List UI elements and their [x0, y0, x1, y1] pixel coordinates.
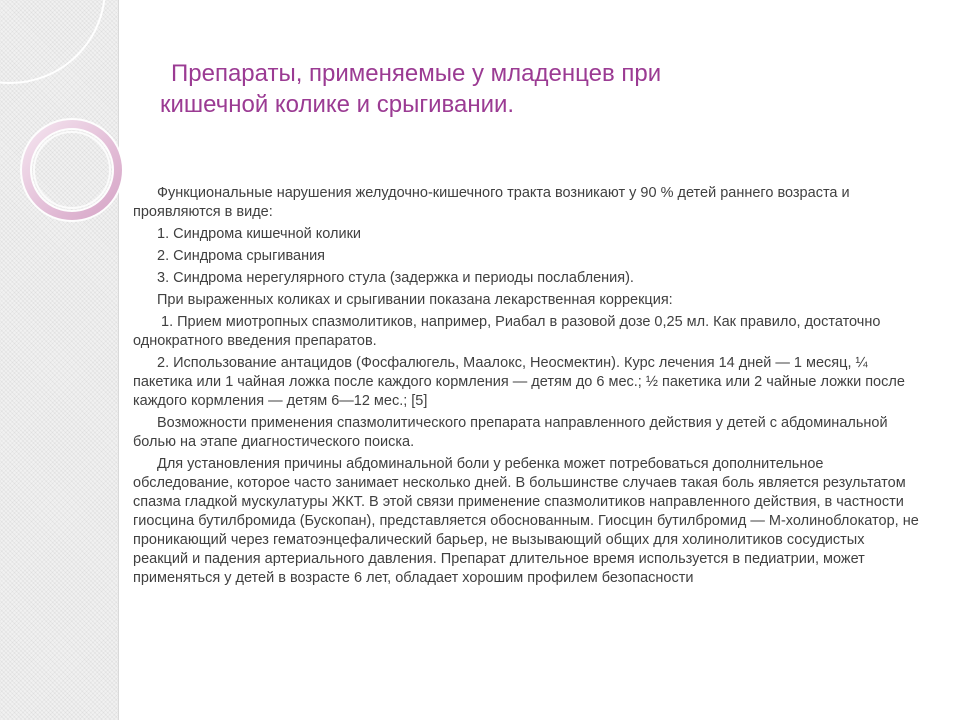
slide-title	[160, 58, 860, 120]
paragraph-buscopan: Для установления причины абдоминальной боли у ребенка может потребоваться дополнительное обследование, которое часто занимает несколько дней. В большинстве случаев такая боль является результатом спазма гладкой мускулатуры ЖКТ. В этой связи применение спазмолитиков направленного действия, в частности гиосцина бутилбромида (Бускопан), представляется обоснованным. Гиосцин бутилбромид — М-холиноблокатор, не проникающий через гематоэнцефалический барьер, не вызывающий общих для холинолитиков сосудистых реакций и падения артериального давления. Препарат длительное время используется в педиатрии, может применяться у детей в возрасте 6 лет, обладает хорошим профилем безопасности	[133, 456, 919, 586]
list-item-spasmolytics: 1. Прием миотропных спазмолитиков, например, Риабал в разовой дозе 0,25 мл. Как правило, достаточно однократного введения препаратов.	[133, 314, 881, 349]
slide-title-line-2: кишечной колике и срыгивании.	[160, 91, 515, 118]
list-item-antacids: 2. Использование антацидов (Фосфалюгель, Маалокс, Неосмектин). Курс лечения 14 дней — 1 месяц, ¼ пакетика или 1 чайная ложка после каждого кормления — детям до 6 мес.; ½ пакетика или 2 чайные ложки после каждого кормления — детям 6—12 мес.; [5]	[133, 355, 905, 409]
list-item-colic: 1. Синдрома кишечной колики	[157, 226, 362, 242]
slide-body-text	[133, 184, 923, 591]
list-item-irregular-stool: 3. Синдрома нерегулярного стула (задержка и периоды послабления).	[157, 270, 634, 286]
pink-ring	[26, 124, 118, 216]
paragraph-intro: Функциональные нарушения желудочно-кишечного тракта возникают у 90 % детей раннего возраста и проявляются в виде:	[133, 185, 850, 220]
large-outline-circle	[0, 0, 105, 83]
slide-title-line-1: Препараты, применяемые у младенцев при	[171, 60, 662, 87]
list-item-regurgitation: 2. Синдрома срыгивания	[157, 248, 326, 264]
pink-ring-inner	[34, 132, 110, 208]
paragraph-correction: При выраженных коликах и срыгивании показана лекарственная коррекция:	[157, 292, 673, 308]
paragraph-possibilities: Возможности применения спазмолитического препарата направленного действия у детей с абдоминальной болью на этапе диагностического поиска.	[133, 415, 888, 450]
